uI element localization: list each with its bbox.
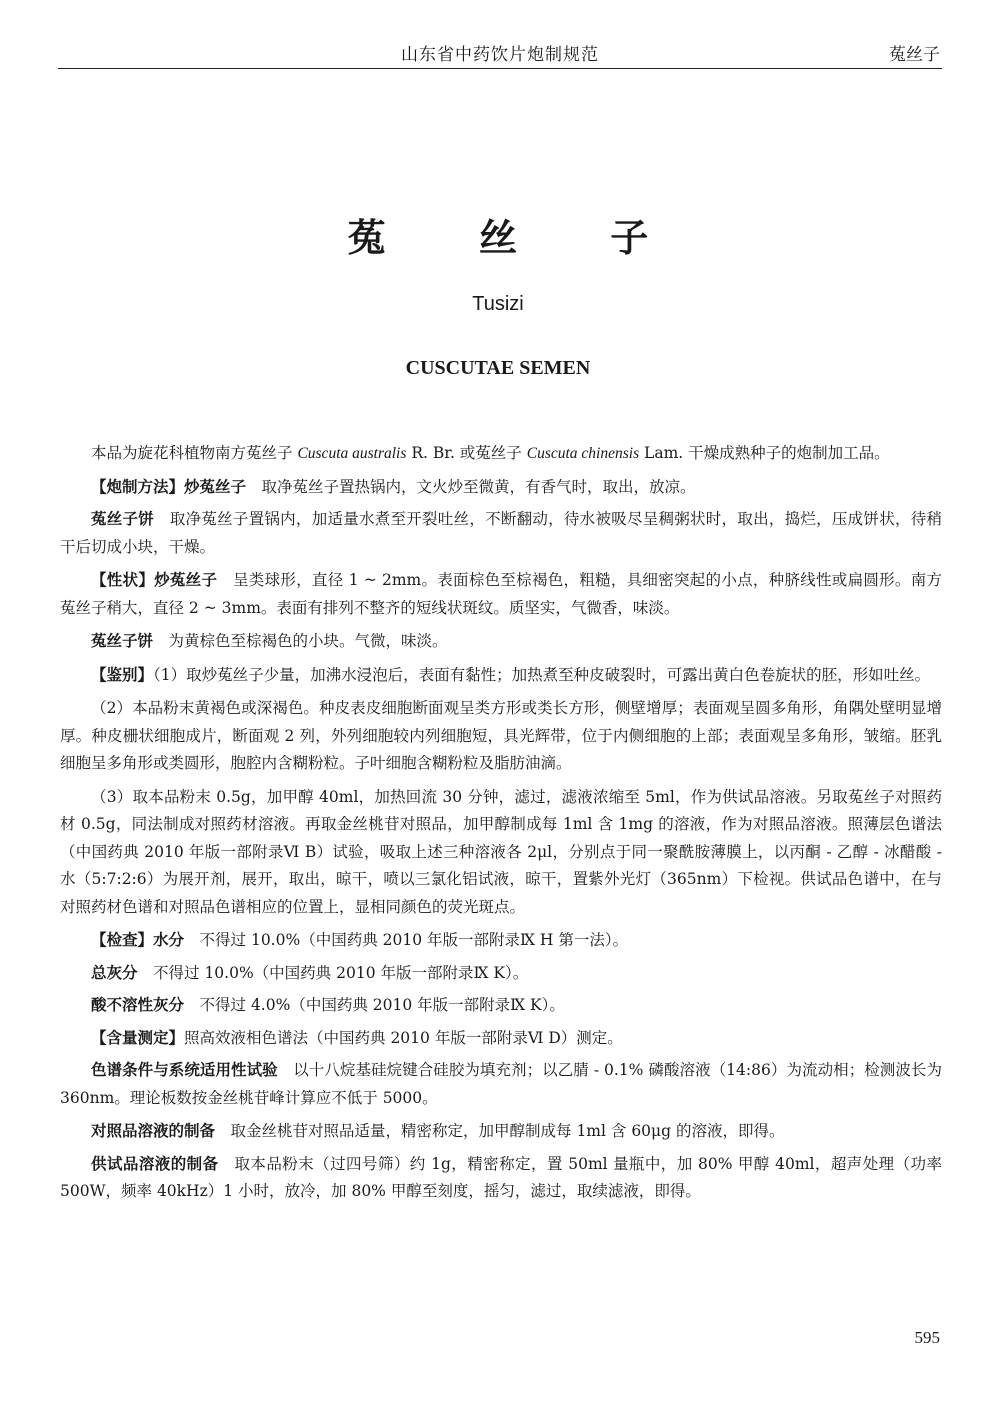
- section-heading: 【检查】: [91, 931, 154, 949]
- item-name: 炒菟丝子: [154, 571, 218, 589]
- section-heading: 【性状】: [91, 571, 155, 589]
- section-heading: 【炮制方法】: [91, 477, 185, 496]
- item-name: 酸不溶性灰分: [91, 996, 185, 1014]
- item-name: 炒菟丝子: [184, 477, 247, 496]
- item-name: 水分: [153, 931, 185, 949]
- pinyin-title: Tusizi: [472, 293, 524, 315]
- monograph-title: 菟 丝 子: [347, 216, 689, 260]
- running-header: [58, 38, 942, 69]
- identification-paragraph: （3）取本品粉末 0.5g，加甲醇 40ml，加热回流 30 分钟，滤过，滤液浓缩至 5ml，作为供试品溶液。另取菟丝子对照药材 0.5g，同法制成对照药材溶液。再取金丝桃苷对照品，加甲醇制成每 1ml 含 1mg 的溶液，作为对照品溶液。照薄层色谱法（中国药典 2010 年版一部附录Ⅵ B）试验，吸取上述三种溶液各 2μl，分别点于同一聚酰胺薄膜上，以丙酮 - 乙醇 - 冰醋酸 - 水（5:7:2:6）为展开剂，展开，取出，晾干，喷以三氯化铝试液，晾干，置紫外光灯（365nm）下检视。供试品色谱中，在与对照药材色谱和对照品色谱相应的位置上，显相同颜色的荧光斑点。: [60, 787, 942, 916]
- item-name: 供试品溶液的制备: [91, 1154, 219, 1173]
- inspection-paragraph: 总灰分 不得过 10.0%（中国药典 2010 年版一部附录Ⅸ K）。: [91, 963, 529, 982]
- species-name: Cuscuta chinensis: [526, 445, 640, 462]
- assay-paragraph: 【含量测定】照高效液相色谱法（中国药典 2010 年版一部附录Ⅵ D）测定。: [91, 1028, 623, 1047]
- item-name: 菟丝子饼: [91, 632, 154, 650]
- section-name: 菟丝子: [889, 45, 940, 65]
- properties-paragraph: 【性状】炒菟丝子 呈类球形，直径 1 ~ 2mm。表面棕色至棕褐色，粗糙，具细密突起的小点，种脐线性或扁圆形。南方菟丝子稍大，直径 2 ~ 3mm。表面有排列不整齐的短线状斑纹。质坚实，气微香，味淡。: [60, 571, 942, 617]
- book-title: 山东省中药饮片炮制规范: [401, 45, 599, 65]
- assay-paragraph: 供试品溶液的制备 取本品粉末（过四号筛）约 1g，精密称定，置 50ml 量瓶中，加 80% 甲醇 40ml，超声处理（功率 500W，频率 40kHz）1 小时，放冷，加 80% 甲醇至刻度，摇匀，滤过，取续滤液，即得。: [60, 1154, 942, 1200]
- inspection-paragraph: 酸不溶性灰分 不得过 4.0%（中国药典 2010 年版一部附录Ⅸ K）。: [91, 996, 565, 1014]
- inspection-paragraph: 【检查】水分 不得过 10.0%（中国药典 2010 年版一部附录Ⅸ H 第一法）。: [91, 931, 629, 949]
- species-name: Cuscuta australis: [297, 445, 407, 462]
- page-number: 595: [914, 1328, 940, 1347]
- processing-paragraph: 菟丝子饼 取净菟丝子置锅内，加适量水煮至开裂吐丝，不断翻动，待水被吸尽呈稠粥状时，取出，捣烂，压成饼状，待稍干后切成小块，干燥。: [60, 510, 942, 556]
- assay-paragraph: 色谱条件与系统适用性试验 以十八烷基硅烷键合硅胶为填充剂；以乙腈 - 0.1% 磷酸溶液（14:86）为流动相；检测波长为 360nm。理论板数按金丝桃苷峰计算应不低于 5000。: [60, 1061, 942, 1107]
- assay-paragraph: 对照品溶液的制备 取金丝桃苷对照品适量，精密称定，加甲醇制成每 1ml 含 60μg 的溶液，即得。: [91, 1122, 785, 1140]
- properties-paragraph: 菟丝子饼 为黄棕色至棕褐色的小块。气微，味淡。: [91, 632, 448, 650]
- processing-paragraph: 【炮制方法】炒菟丝子 取净菟丝子置热锅内，文火炒至微黄，有香气时，取出，放凉。: [91, 477, 696, 496]
- identification-paragraph: 【鉴别】（1）取炒菟丝子少量，加沸水浸泡后，表面有黏性；加热煮至种皮破裂时，可露出黄白色卷旋状的胚，形如吐丝。: [91, 665, 931, 684]
- section-heading: 【含量测定】: [91, 1028, 185, 1047]
- latin-title: CUSCUTAE SEMEN: [405, 357, 591, 379]
- item-name: 对照品溶液的制备: [91, 1122, 216, 1140]
- item-name: 色谱条件与系统适用性试验: [91, 1061, 278, 1079]
- monograph-body: [60, 440, 942, 1212]
- identification-paragraph: （2）本品粉末黄褐色或深褐色。种皮表皮细胞断面观呈类方形或类长方形，侧壁增厚；表面观呈圆多角形，角隅处壁明显增厚。种皮栅状细胞成片，断面观 2 列，外列细胞较内列细胞短，具光辉带，位于内侧细胞的上部；表面观呈多角形，皱缩。胚乳细胞呈多角形或类圆形，胞腔内含糊粉粒。子叶细胞含糊粉粒及脂肪油滴。: [60, 699, 942, 772]
- item-name: 总灰分: [91, 963, 138, 982]
- item-name: 菟丝子饼: [91, 510, 155, 528]
- intro-paragraph: 本品为旋花科植物南方菟丝子 Cuscuta australis R. Br. 或菟丝子 Cuscuta chinensis Lam. 干燥成熟种子的炮制加工品。: [91, 444, 890, 462]
- section-heading: 【鉴别】: [91, 665, 154, 684]
